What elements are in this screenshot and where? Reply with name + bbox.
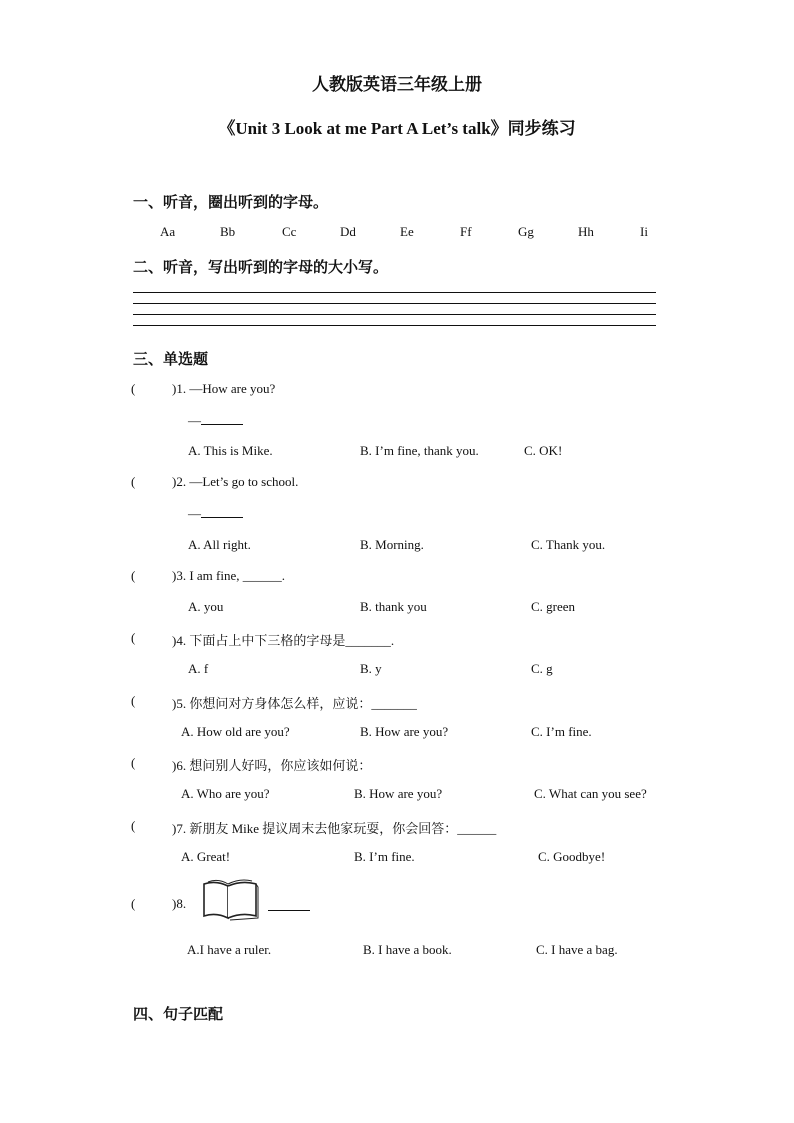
option-a: A. How old are you? [181,724,290,739]
writing-line [133,314,656,315]
option-a: A. you [188,599,224,614]
letter-item: Dd [340,224,356,239]
question-stem: )7. 新朋友 Mike 提议周末去他家玩耍，你会回答：______ [172,821,497,836]
option-c: C. g [531,661,553,676]
answer-blank [268,898,310,916]
option-a: A. f [188,661,209,676]
answer-paren: ( [131,474,136,489]
answer-line: — [188,506,243,522]
option-c: C. I have a bag. [536,942,618,957]
page-title: 人教版英语三年级上册 [312,75,482,94]
writing-line [133,325,656,326]
option-b: B. thank you [360,599,427,614]
option-b: B. y [360,661,382,676]
letter-item: Cc [282,224,297,239]
letter-item: Ff [460,224,472,239]
option-a: A. This is Mike. [188,443,273,458]
option-b: B. Morning. [360,537,424,552]
answer-paren: ( [131,818,136,833]
question-stem: )1. —How are you? [172,381,276,396]
letter-item: Gg [518,224,534,239]
writing-line [133,292,656,293]
question-stem: )8. [172,896,187,911]
letter-item: Bb [220,224,236,239]
answer-paren: ( [131,693,136,708]
question-stem: )3. I am fine, ______. [172,568,286,583]
option-a: A.I have a ruler. [187,942,272,957]
option-a: A. Great! [181,849,231,864]
option-b: B. I have a book. [363,942,452,957]
question-stem: )2. —Let’s go to school. [172,474,299,489]
option-b: B. I’m fine, thank you. [360,443,479,458]
question-stem: )6. 想问别人好吗，你应该如何说： [172,758,372,773]
option-c: C. Goodbye! [538,849,606,864]
letter-item: Aa [160,224,176,239]
answer-paren: ( [131,381,136,396]
section-1-heading: 一、听音，圈出听到的字母。 [133,195,329,211]
option-c: C. green [531,599,576,614]
writing-line [133,303,656,304]
answer-paren: ( [131,755,136,770]
answer-paren: ( [131,568,136,583]
option-c: C. OK! [524,443,563,458]
open-book-icon [200,878,260,922]
option-c: C. What can you see? [534,786,647,801]
section-4-heading: 四、句子匹配 [133,1007,224,1023]
page-subtitle: 《Unit 3 Look at me Part A Let’s talk》同步练习 [218,119,576,138]
section-2-heading: 二、听音，写出听到的字母的大小写。 [133,260,389,276]
option-b: B. How are you? [354,786,443,801]
option-a: A. Who are you? [181,786,270,801]
question-stem: )5. 你想问对方身体怎么样，应说：_______ [172,696,417,711]
option-a: A. All right. [188,537,251,552]
question-stem: )4. 下面占上中下三格的字母是_______. [172,633,395,648]
answer-line: — [188,413,243,429]
letter-item: Ii [640,224,648,239]
section-3-heading: 三、单选题 [133,352,209,368]
letter-item: Ee [400,224,414,239]
option-b: B. I’m fine. [354,849,415,864]
answer-paren: ( [131,896,136,911]
option-b: B. How are you? [360,724,449,739]
option-c: C. I’m fine. [531,724,592,739]
option-c: C. Thank you. [531,537,606,552]
answer-paren: ( [131,630,136,645]
letter-item: Hh [578,224,594,239]
